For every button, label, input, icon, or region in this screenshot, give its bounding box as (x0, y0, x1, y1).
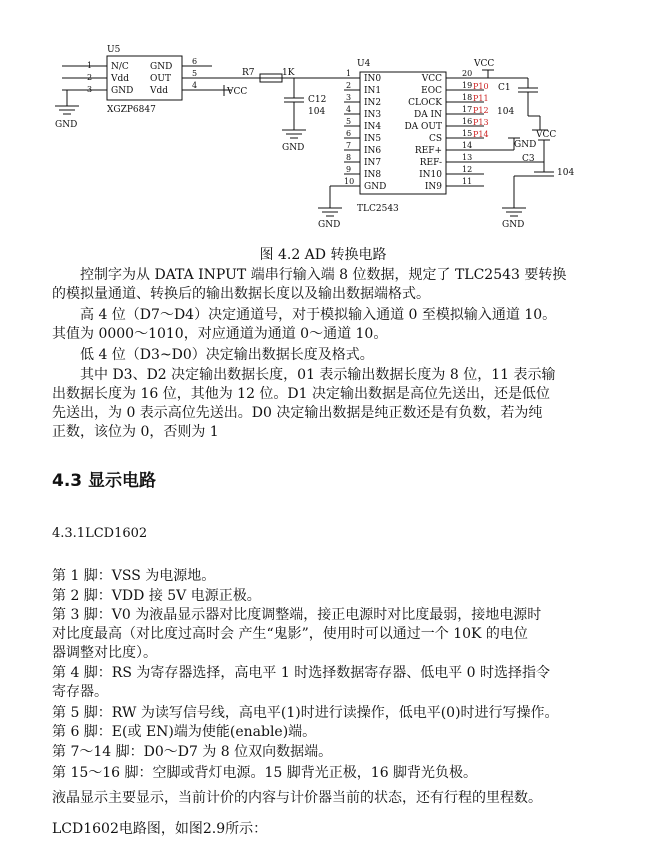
u5-pin5-name: OUT (150, 74, 171, 84)
pin-line-6: 第 4 脚：RS 为寄存器选择，高电平 1 时选择数据寄存器、低电平 0 时选择指令 (52, 665, 551, 681)
u5-pin6: 6 (192, 57, 198, 66)
c12-gnd-label: GND (282, 143, 305, 153)
c1-ref: C1 (498, 83, 511, 93)
u4-in4: IN4 (364, 122, 382, 132)
u4-pin7: 7 (346, 141, 352, 150)
pin-line-5: 器调整对比度）。 (52, 645, 157, 661)
u5-vcc-label: VCC (227, 87, 248, 97)
c3-vcc-label: VCC (536, 130, 557, 140)
pin-line-9: 第 6 脚：E(或 EN)端为使能(enable)端。 (52, 724, 317, 740)
c1-value: 104 (497, 107, 515, 117)
subsection-heading: 4.3.1LCD1602 (52, 526, 148, 541)
u4-pin17: 17 (462, 105, 473, 114)
pin-line-7: 寄存器。 (52, 684, 108, 700)
c12-ref: C12 (308, 95, 327, 105)
u4-in10: IN10 (419, 170, 442, 180)
para2-line1: 高 4 位（D7～D4）决定通道号，对于模拟输入通道 0 至模拟输入通道 10。 (52, 307, 557, 323)
pin-line-2: 第 2 脚：VDD 接 5V 电源正极。 (52, 588, 261, 604)
u4-part: TLC2543 (357, 204, 399, 214)
c3-ref: C3 (522, 154, 535, 164)
c3-value: 104 (557, 168, 575, 178)
u4-in1: IN1 (364, 86, 382, 96)
pin-line-1: 第 1 脚：VSS 为电源地。 (52, 568, 216, 584)
u4-pin20: 20 (462, 69, 473, 78)
u4-in9: IN9 (424, 182, 442, 192)
u4-pin13: 13 (462, 153, 473, 162)
net-p10: P10 (473, 82, 489, 91)
net-p14: P14 (473, 130, 489, 139)
u4-da-out: DA OUT (404, 122, 442, 132)
u4-pin9: 9 (346, 165, 352, 174)
u4-pin12: 12 (462, 165, 473, 174)
u4-ref-minus: REF- (419, 158, 442, 168)
u4-gnd: GND (364, 182, 387, 192)
u4-pin10: 10 (344, 177, 355, 186)
u4-in6: IN6 (364, 146, 382, 156)
pin-line-11: 第 15～16 脚：空脚或背灯电源。15 脚背光正极，16 脚背光负极。 (52, 765, 478, 781)
para4-line3: 先送出，为 0 表示高位先送出。D0 决定输出数据是纯正数还是有负数，若为纯 (52, 405, 543, 421)
u5-pin4-name: Vdd (150, 86, 169, 96)
u4-clock: CLOCK (408, 98, 442, 108)
u5-gnd-label: GND (55, 120, 78, 130)
u4-ref-plus: REF+ (414, 146, 442, 156)
u4-eoc: EOC (421, 86, 442, 96)
c12-value: 104 (308, 107, 326, 117)
u4-ref: U4 (357, 59, 371, 69)
para1-line2: 的模拟量通道、转换后的输出数据长度以及输出数据端格式。 (52, 286, 430, 302)
u4-pin6: 6 (346, 129, 352, 138)
u4-pin14: 14 (462, 141, 473, 150)
para1-line1: 控制字为从 DATA INPUT 端串行输入端 8 位数据，规定了 TLC2543 要转换 (52, 267, 567, 283)
u4-pin19: 19 (462, 81, 473, 90)
para3-line1: 低 4 位（D3~D0）决定输出数据长度及格式。 (52, 347, 374, 363)
u4-in8: IN8 (364, 170, 382, 180)
u4-pin2: 2 (346, 81, 352, 90)
net-p13: P13 (473, 118, 489, 127)
u5-pin6-name: GND (150, 62, 173, 72)
net-p11: P11 (473, 94, 489, 103)
pin-line-3: 第 3 脚：V0 为液晶显示器对比度调整端，接正电源时对比度最弱，接地电源时 (52, 607, 542, 623)
para4-line4: 正数，该位为 0，否则为 1 (52, 424, 219, 440)
u4-in7: IN7 (364, 158, 382, 168)
u5-pin1: 1 (87, 61, 93, 70)
pin-line-4: 对比度最高（对比度过高时会 产生“鬼影”，使用时可以通过一个 10K 的电位 (52, 626, 528, 642)
ad-converter-schematic (52, 30, 582, 238)
final-line: LCD1602电路图，如图2.9所示： (52, 821, 268, 837)
c1-vcc-label: VCC (474, 59, 495, 69)
para2-line2: 其值为 0000～1010，对应通道为通道 0～通道 10。 (52, 326, 388, 342)
u4-in5: IN5 (364, 134, 382, 144)
u5-pin1-name: N/C (111, 62, 129, 72)
u4-vcc: VCC (421, 74, 442, 84)
section-heading: 4.3 显示电路 (52, 471, 157, 491)
u4-pin18: 18 (462, 93, 473, 102)
u4-pin4: 4 (346, 105, 352, 114)
u5-pin3: 3 (87, 85, 93, 94)
para4-line1: 其中 D3、D2 决定输出数据长度，01 表示输出数据长度为 8 位，11 表示输 (52, 367, 556, 383)
u4-cs: CS (428, 134, 442, 144)
pin-line-8: 第 5 脚：RW 为读写信号线，高电平(1)时进行读操作，低电平(0)时进行写操作。 (52, 705, 559, 721)
u4-in0: IN0 (364, 74, 382, 84)
net-p12: P12 (473, 106, 489, 115)
u5-pin2: 2 (87, 73, 93, 82)
u4-in2: IN2 (364, 98, 382, 108)
u5-ref: U5 (107, 45, 121, 55)
r7-value: 1K (282, 68, 295, 78)
u4-gnd-label: GND (318, 220, 341, 230)
u4-pin8: 8 (346, 153, 352, 162)
u5-pin5: 5 (192, 69, 198, 78)
para4-line2: 出数据长度为 16 位，其他为 12 位。D1 决定输出数据是高位先送出，还是低位 (52, 386, 551, 402)
u5-pin2-name: Vdd (111, 74, 130, 84)
u4-pin15: 15 (462, 129, 473, 138)
u5-pin3-name: GND (111, 86, 134, 96)
u4-da-in: DA IN (413, 110, 442, 120)
u4-pin1: 1 (346, 69, 352, 78)
pin-line-10: 第 7～14 脚：D0～D7 为 8 位双向数据端。 (52, 744, 333, 760)
u4-pin11: 11 (462, 177, 473, 186)
figure-caption: 图 4.2 AD 转换电路 (259, 247, 387, 263)
c3-gnd-label: GND (502, 220, 525, 230)
u4-in3: IN3 (364, 110, 382, 120)
u4-pin5: 5 (346, 117, 352, 126)
c1-gnd-label: GND (514, 140, 537, 150)
u4-pin3: 3 (346, 93, 352, 102)
u4-pin16: 16 (462, 117, 473, 126)
u5-part: XGZP6847 (107, 105, 156, 115)
summary-line: 液晶显示主要显示，当前计价的内容与计价器当前的状态，还有行程的里程数。 (52, 790, 542, 806)
r7-ref: R7 (242, 68, 255, 78)
u5-pin4: 4 (192, 81, 198, 90)
